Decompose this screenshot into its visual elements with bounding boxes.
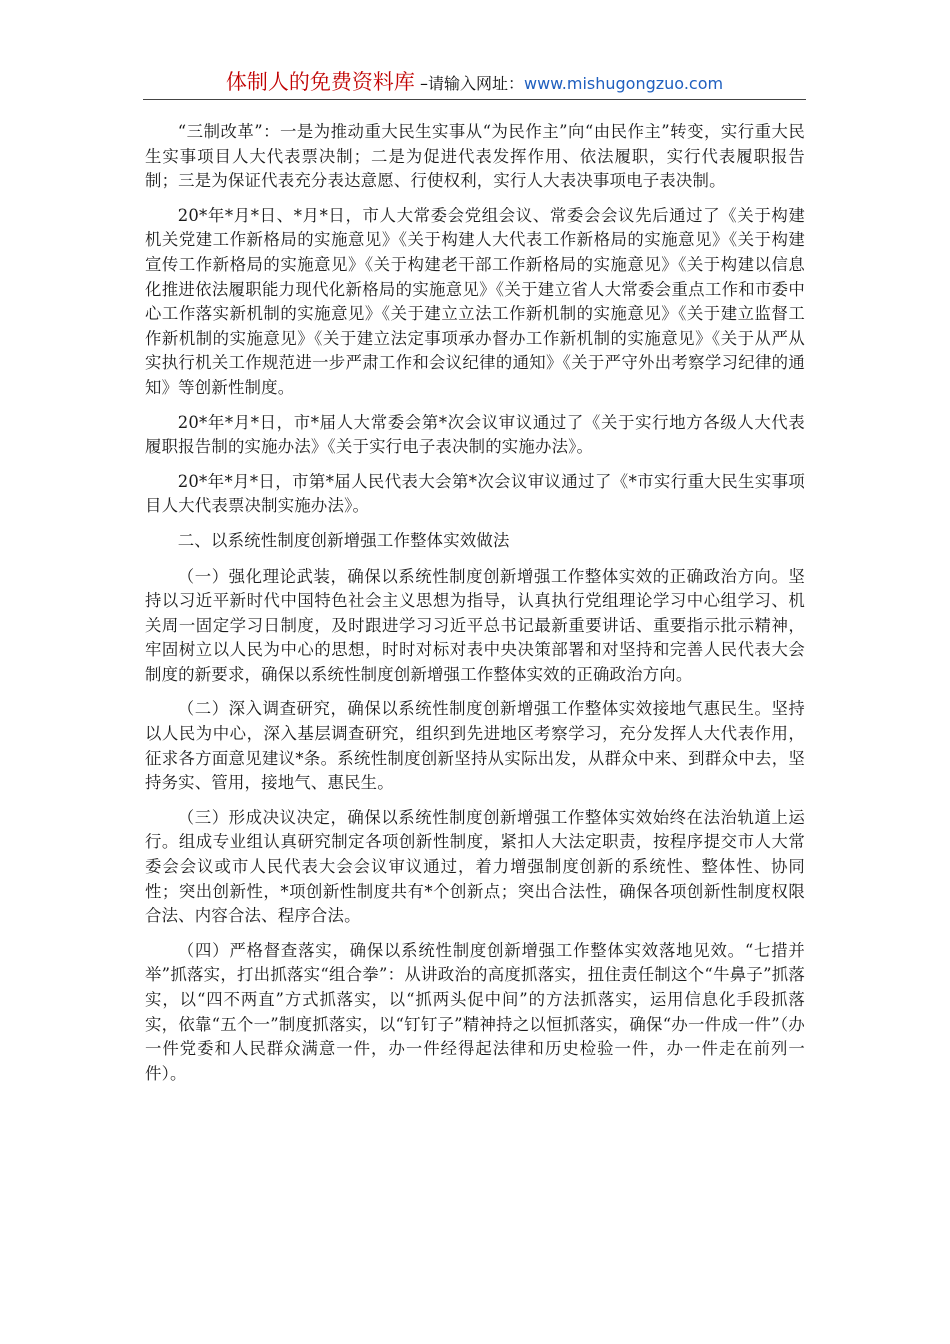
paragraph-adopted-opinions: 20*年*月*日、*月*日，市人大常委会党组会议、常委会会议先后通过了《关于构建机关党建工作新格局的实施意见》《关于构建人大代表工作新格局的实施意见》《关于构建宣传工作新格局的实施意见》《关于构建老干部工作新格局的实施意见》《关于构建以信息化推进依法履职能力现代化新格局的实施意见》《关于建立省人大常委会重点工作和市委中心工作落实新机制的实施意见》《关于建立立法工作新机制的实施意见》《关于建立监督工作新机制的实施意见》《关于建立法定事项承办督办工作新机制的实施意见》《关于从严从实执行机关工作规范进一步严肃工作和会议纪律的通知》《关于严守外出考察学习纪律的通知》等创新性制度。 (145, 205, 805, 397)
site-url-link[interactable]: www.mishugongzuo.com (524, 74, 724, 93)
section-heading-practices: 二、以系统性制度创新增强工作整体实效做法 (177, 530, 510, 550)
header-divider (143, 99, 806, 100)
paragraph-resolutions: （三）形成决议决定，确保以系统性制度创新增强工作整体实效始终在法治轨道上运行。组成专业组认真研究制定各项创新性制度，紧扣人大法定职责，按程序提交市人大常委会会议或市人民代表大会会议审议通过，着力增强制度创新的系统性、整体性、协同性；突出创新性，*项创新性制度共有*个创新点；突出合法性，确保各项创新性制度权限合法、内容合法、程序合法。 (145, 807, 805, 926)
site-name: 体制人的免费资料库 (225, 70, 415, 94)
paragraph-theory-study: （一）强化理论武装，确保以系统性制度创新增强工作整体实效的正确政治方向。坚持以习近平新时代中国特色社会主义思想为指导，认真执行党组理论学习中心组学习、机关周一固定学习日制度，及时跟进学习习近平总书记最新重要讲话、重要指示批示精神，牢固树立以人民为中心的思想，时时对标对表中央决策部署和对坚持和完善人民代表大会制度的新要求，确保以系统性制度创新增强工作整体实效的正确政治方向。 (145, 566, 805, 684)
document-body (145, 120, 805, 1096)
paragraph-congress-session: 20*年*月*日，市第*届人民代表大会第*次会议审议通过了《*市实行重大民生实事项目人大代表票决制实施办法》。 (145, 471, 805, 516)
paragraph-three-reforms: “三制改革”：一是为推动重大民生实事从“为民作主”向“由民作主”转变，实行重大民生实事项目人大代表票决制；二是为促进代表发挥作用、依法履职，实行代表履职报告制；三是为保证代表充分表达意愿、行使权利，实行人大表决事项电子表决制。 (145, 122, 805, 191)
paragraph-supervision: （四）严格督查落实，确保以系统性制度创新增强工作整体实效落地见效。“七措并举”抓落实，打出抓落实“组合拳”：从讲政治的高度抓落实，扭住责任制这个“牛鼻子”抓落实，以“四不两直”方式抓落实，以“抓两头促中间”的方法抓落实，运用信息化手段抓落实，依靠“五个一”制度抓落实，以“钉钉子”精神持之以恒抓落实，确保“办一件成一件”（办一件党委和人民群众满意一件，办一件经得起法律和历史检验一件，办一件走在前列一件）。 (145, 940, 805, 1083)
url-prompt: –请输入网址： (414, 74, 524, 93)
page-header (143, 66, 806, 100)
paragraph-standing-committee-session: 20*年*月*日，市*届人大常委会第*次会议审议通过了《关于实行地方各级人大代表履职报告制的实施办法》《关于实行电子表决制的实施办法》。 (145, 412, 805, 457)
paragraph-field-research: （二）深入调查研究，确保以系统性制度创新增强工作整体实效接地气惠民生。坚持以人民为中心，深入基层调查研究，组织到先进地区考察学习，充分发挥人大代表作用，征求各方面意见建议*条。系统性制度创新坚持从实际出发，从群众中来、到群众中去，坚持务实、管用，接地气、惠民生。 (145, 699, 805, 793)
